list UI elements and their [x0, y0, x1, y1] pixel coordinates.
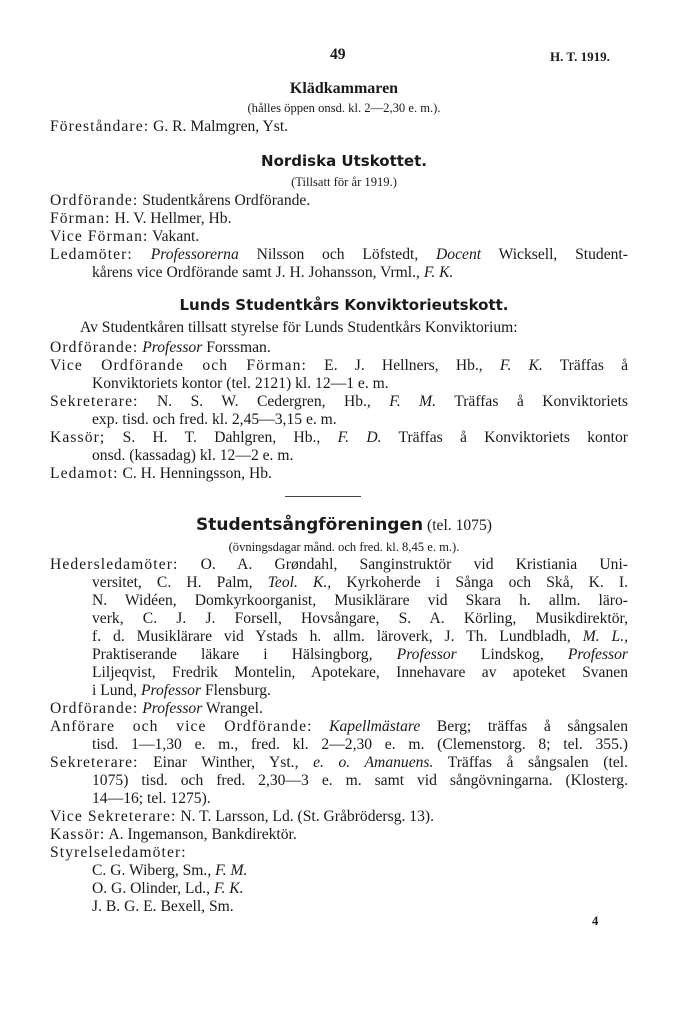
page-number: 49 — [330, 46, 346, 63]
konviktorium-intro: Av Studentkåren tillsatt styrelse för Lunds Studentkårs Konviktorium: — [80, 319, 518, 336]
sangforeningen-anforare: Anförare och vice Ordförande: Kapellmästare Berg; träffas å sångsalen — [50, 718, 629, 735]
sangforeningen-member: C. G. Wiberg, Sm., F. M. — [92, 862, 248, 879]
sangforeningen-heders-l6: Praktiserande läkare i Hälsingborg, Professor Lindskog, Professor — [92, 646, 628, 663]
sangforeningen-heders: Hedersledamöter: O. A. Grøndahl, Sanginstruktör vid Kristiania Uni- — [50, 556, 628, 573]
sangforeningen-kassor: Kassör: A. Ingemanson, Bankdirektör. — [50, 826, 297, 843]
nordiska-subtitle: (Tillsatt för år 1919.) — [291, 175, 397, 189]
sangforeningen-heders-l3: N. Widéen, Domkyrkoorganist, Musiklärare vid Skara h. allm. läro- — [92, 592, 628, 609]
konviktorium-kassor-cont: onsd. (kassadag) kl. 12—2 e. m. — [92, 447, 294, 464]
nordiska-ledamoter: Ledamöter: Professorerna Nilsson och Löfstedt, Docent Wicksell, Student- — [50, 246, 628, 263]
konviktorium-sekreterare-cont: exp. tisd. och fred. kl. 2,45—3,15 e. m. — [92, 411, 337, 428]
konviktorium-ordforande: Ordförande: Professor Forssman. — [50, 339, 271, 356]
sangforeningen-heders-l5: f. d. Musiklärare vid Ystads h. allm. läroverk, J. Th. Lundbladh, M. L., — [92, 628, 628, 645]
konviktorium-sekreterare: Sekreterare: N. S. W. Cedergren, Hb., F. M. Träffas å Konviktoriets — [50, 393, 628, 410]
signature-mark: 4 — [592, 914, 599, 928]
nordiska-ledamoter-cont: kårens vice Ordförande samt J. H. Johansson, Vrml., F. K. — [92, 264, 454, 281]
konviktorium-kassor: Kassör; S. H. T. Dahlgren, Hb., F. D. Träffas å Konviktoriets kontor — [50, 429, 628, 446]
nordiska-vice-forman: Vice Förman: Vakant. — [50, 228, 200, 245]
sangforeningen-anforare-cont: tisd. 1—1,30 e. m., fred. kl. 2—2,30 e. m. (Clemenstorg. 8; tel. 355.) — [92, 736, 628, 753]
sangforeningen-heders-l7: Liljeqvist, Fredrik Montelin, Apotekare, Innehavare av apoteket Svanen — [92, 664, 628, 681]
nordiska-forman: Förman: H. V. Hellmer, Hb. — [50, 210, 232, 227]
konviktorium-ledamot: Ledamot: C. H. Henningsson, Hb. — [50, 465, 272, 482]
sangforeningen-sekreterare-cont2: 14—16; tel. 1275). — [92, 790, 211, 807]
sangforeningen-heders-l8: i Lund, Professor Flensburg. — [92, 682, 271, 699]
kladkammaren-subtitle: (hålles öppen onsd. kl. 2—2,30 e. m.). — [247, 101, 441, 115]
sangforeningen-heders-l2: versitet, C. H. Palm, Teol. K., Kyrkoherde i Sånga och Skå, K. I. — [92, 574, 628, 591]
section-divider — [285, 496, 361, 497]
sangforeningen-member: J. B. G. E. Bexell, Sm. — [92, 898, 234, 915]
sangforeningen-styrelse-label: Styrelseledamöter: — [50, 844, 187, 861]
sangforeningen-sekreterare: Sekreterare: Einar Winther, Yst., e. o. Amanuens. Träffas å sångsalen (tel. — [50, 754, 628, 771]
sangforeningen-ordforande: Ordförande: Professor Wrangel. — [50, 700, 263, 717]
konviktorium-vice: Vice Ordförande och Förman: E. J. Hellners, Hb., F. K. Träffas å — [50, 357, 628, 374]
section-title-konviktorium: Lunds Studentkårs Konviktorieutskott. — [179, 296, 509, 314]
section-title-sangforeningen: Studentsångföreningen (tel. 1075) — [196, 515, 492, 535]
sangforeningen-subtitle: (övningsdagar månd. och fred. kl. 8,45 e. m.). — [228, 540, 460, 554]
konviktorium-vice-cont: Konviktoriets kontor (tel. 2121) kl. 12—1 e. m. — [92, 375, 389, 392]
sangforeningen-heders-l4: verk, C. J. J. Forsell, Hovsångare, S. A. Körling, Musikdirektör, — [92, 610, 628, 627]
kladkammaren-forestandare: Föreståndare: G. R. Malmgren, Yst. — [50, 118, 289, 135]
section-title-nordiska: Nordiska Utskottet. — [261, 152, 427, 170]
section-title-kladkammaren: Klädkammaren — [289, 80, 399, 97]
nordiska-ordforande: Ordförande: Studentkårens Ordförande. — [50, 192, 311, 209]
running-head: H. T. 1919. — [550, 49, 610, 64]
sangforeningen-vice-sekreterare: Vice Sekreterare: N. T. Larsson, Ld. (St. Gråbrödersg. 13). — [50, 808, 434, 825]
sangforeningen-member: O. G. Olinder, Ld., F. K. — [92, 880, 244, 897]
sangforeningen-sekreterare-cont: 1075) tisd. och fred. 2,30—3 e. m. samt vid sångövningarna. (Klosterg. — [92, 772, 628, 789]
